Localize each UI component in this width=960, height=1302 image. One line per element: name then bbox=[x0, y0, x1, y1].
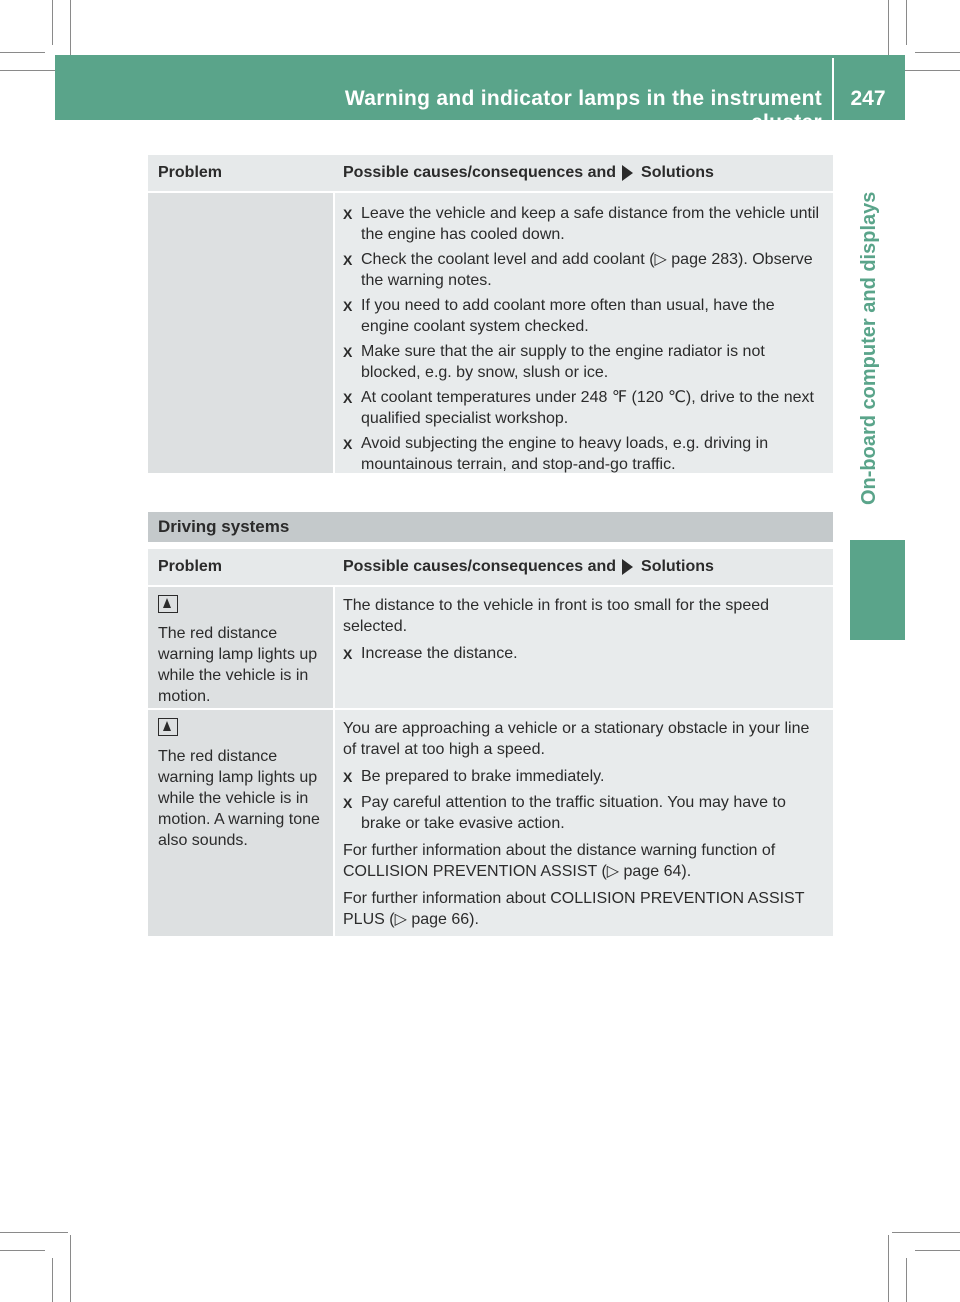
step-marker-icon: X bbox=[343, 436, 353, 452]
problem-cell bbox=[148, 193, 335, 473]
table-header bbox=[148, 155, 833, 193]
crop-mark bbox=[915, 52, 960, 53]
problem-text: The red distance warning lamp lights up while the vehicle is in motion. A warning tone also sounds. bbox=[158, 748, 320, 849]
side-tab-block bbox=[850, 540, 905, 640]
step-text: Be prepared to brake immediately. bbox=[361, 768, 605, 785]
crop-mark bbox=[70, 1235, 71, 1302]
solutions-label: Solutions bbox=[641, 558, 714, 575]
step-marker-icon: X bbox=[343, 344, 353, 360]
step-text: Pay careful attention to the traffic situation. You may have to brake or take evasive action. bbox=[361, 794, 786, 832]
instruction-step bbox=[343, 387, 827, 429]
step-text: If you need to add coolant more often than usual, have the engine coolant system checked. bbox=[361, 297, 775, 335]
table-row bbox=[148, 710, 833, 938]
play-arrow-icon bbox=[622, 165, 633, 181]
note-text[interactable]: For further information about the distance warning function of COLLISION PREVENTION ASSIST (▷ page 64). bbox=[343, 842, 776, 880]
step-text: At coolant temperatures under 248 ℉ (120 ℃), drive to the next qualified specialist workshop. bbox=[361, 389, 814, 427]
reference-note bbox=[343, 840, 827, 882]
crop-mark bbox=[906, 0, 907, 45]
instruction-step bbox=[343, 792, 827, 834]
causes-label: Possible causes/consequences and bbox=[343, 164, 617, 181]
step-marker-icon: X bbox=[343, 795, 353, 811]
table-header bbox=[148, 549, 833, 587]
page-number: 247 bbox=[850, 87, 886, 110]
instruction-step bbox=[343, 295, 827, 337]
reference-note bbox=[343, 888, 827, 930]
table-row bbox=[148, 587, 833, 710]
step-text: Leave the vehicle and keep a safe distance from the vehicle until the engine has cooled down. bbox=[361, 205, 820, 243]
instruction-step bbox=[343, 643, 827, 665]
step-marker-icon: X bbox=[343, 298, 353, 314]
instruction-step bbox=[343, 433, 827, 475]
problem-column-header: Problem bbox=[158, 164, 223, 181]
step-marker-icon: X bbox=[343, 646, 353, 662]
header-divider bbox=[832, 58, 834, 120]
distance-warning-lamp-icon bbox=[158, 718, 178, 736]
solutions-label: Solutions bbox=[641, 164, 714, 181]
page-title: Warning and indicator lamps in the instrument cluster bbox=[344, 87, 822, 134]
problem-cell bbox=[148, 587, 335, 708]
causes-cell bbox=[335, 193, 833, 473]
step-text: Make sure that the air supply to the engine radiator is not blocked, e.g. by snow, slush or ice. bbox=[361, 343, 765, 381]
step-text: Avoid subjecting the engine to heavy loads, e.g. driving in mountainous terrain, and stop-and-go traffic. bbox=[361, 435, 769, 473]
cause-text: The distance to the vehicle in front is too small for the speed selected. bbox=[343, 597, 770, 635]
driving-systems-table bbox=[148, 549, 833, 938]
crop-mark bbox=[888, 1235, 889, 1302]
play-arrow-icon bbox=[622, 559, 633, 575]
causes-cell bbox=[335, 587, 833, 708]
step-marker-icon: X bbox=[343, 769, 353, 785]
crop-mark bbox=[892, 1232, 960, 1233]
instruction-step bbox=[343, 249, 827, 291]
step-marker-icon: X bbox=[343, 206, 353, 222]
problem-cell bbox=[148, 710, 335, 936]
instruction-step bbox=[343, 203, 827, 245]
problem-column-header: Problem bbox=[158, 558, 223, 575]
crop-mark bbox=[906, 1258, 907, 1302]
note-text[interactable]: For further information about COLLISION PREVENTION ASSIST PLUS (▷ page 66). bbox=[343, 890, 805, 928]
instruction-step bbox=[343, 341, 827, 383]
crop-mark bbox=[0, 1250, 45, 1251]
step-text: Check the coolant level and add coolant (▷ page 283). Observe the warning notes. bbox=[361, 251, 813, 289]
crop-mark bbox=[0, 52, 45, 53]
section-heading: Driving systems bbox=[148, 512, 833, 542]
instruction-step bbox=[343, 766, 827, 788]
table-row bbox=[148, 193, 833, 475]
crop-mark bbox=[52, 1258, 53, 1302]
cause-text: You are approaching a vehicle or a stationary obstacle in your line of travel at too high a speed. bbox=[343, 720, 810, 758]
causes-label: Possible causes/consequences and bbox=[343, 558, 617, 575]
problem-text: The red distance warning lamp lights up while the vehicle is in motion. bbox=[158, 625, 318, 705]
step-text: Increase the distance. bbox=[361, 645, 518, 662]
causes-cell bbox=[335, 710, 833, 936]
crop-mark bbox=[915, 1250, 960, 1251]
distance-warning-lamp-icon bbox=[158, 595, 178, 613]
step-marker-icon: X bbox=[343, 252, 353, 268]
coolant-table bbox=[148, 155, 833, 475]
side-section-label: On-board computer and displays bbox=[858, 191, 880, 505]
causes-column-header bbox=[335, 164, 833, 182]
crop-mark bbox=[52, 0, 53, 45]
crop-mark bbox=[0, 1232, 68, 1233]
step-marker-icon: X bbox=[343, 390, 353, 406]
causes-column-header bbox=[335, 558, 833, 576]
